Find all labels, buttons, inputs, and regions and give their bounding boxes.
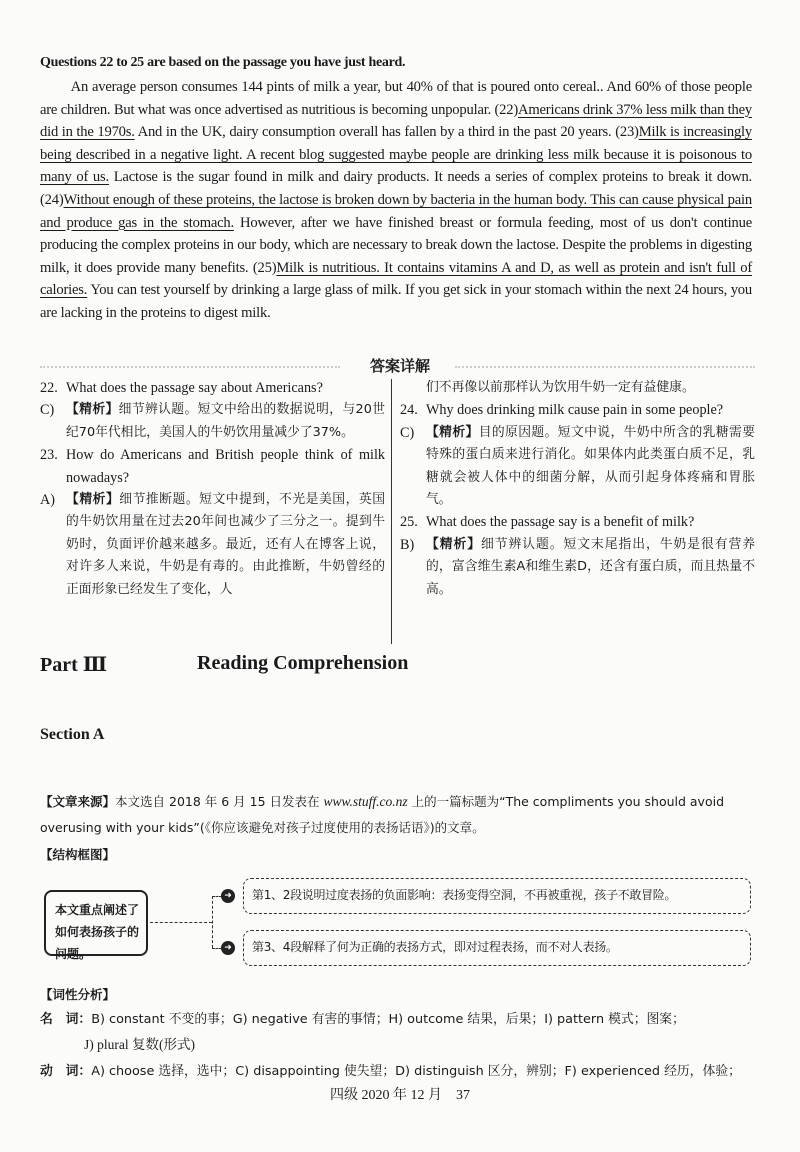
answer-24 xyxy=(400,422,755,512)
question-text: What does the passage say is a benefit of milk? xyxy=(426,514,695,531)
analysis-tag: 【精析】 xyxy=(66,402,119,418)
passage-text: Lactose is the sugar found in milk and dairy products. It needs a series of complex proteins to break it down. (24) xyxy=(40,169,752,208)
noun-list: B) constant 不变的事；G) negative 有害的事情；H) outcome 结果，后果；I) pattern 模式；图案； xyxy=(91,1012,685,1027)
analysis-tag: 【精析】 xyxy=(426,536,481,552)
source-url: www.stuff.co.nz xyxy=(323,794,408,809)
question-number: 24. xyxy=(400,402,418,419)
passage-text: And in the UK, dairy consumption overall has fallen by a third in the past 20 years. (23) xyxy=(134,124,639,141)
answer-letter: C) xyxy=(400,424,415,441)
vocab-nouns xyxy=(40,1006,755,1033)
underlined-answer-23: Milk is increasingly being described in a negative light. A recent blog suggested maybe people are drinking less milk because it is poisonous to many of us. xyxy=(40,124,752,186)
answers-left-column xyxy=(40,377,385,601)
connector-line xyxy=(150,922,212,923)
question-text: Why does drinking milk cause pain in some people? xyxy=(426,402,724,419)
question-24 xyxy=(400,399,755,421)
answer-23 xyxy=(40,489,385,601)
question-text: How do Americans and British people think of milk nowadays? xyxy=(66,447,385,486)
noun-label: 名 词： xyxy=(40,1012,92,1027)
listening-passage xyxy=(40,76,752,325)
answer-letter: C) xyxy=(40,402,55,419)
analysis-tag: 【精析】 xyxy=(426,424,479,440)
vocab-verbs xyxy=(40,1058,755,1085)
listening-heading: Questions 22 to 25 are based on the passage you have just heard. xyxy=(40,55,406,70)
passage-text: An average person consumes 144 pints of milk a year, but 40% of that is poured onto cereal.. And 60% of those people are children. But what was once advertised as nutritious is becoming unpopular. (22) xyxy=(40,79,752,118)
answers-title: 答案详解 xyxy=(369,357,430,375)
underlined-answer-22: Americans drink 37% less milk than they did in the 1970s. xyxy=(40,101,752,141)
analysis-text: 细节辨认题。短文中给出的数据说明，与20世纪70年代相比，美国人的牛奶饮用量减少了37%。 xyxy=(66,402,385,440)
question-23 xyxy=(40,444,385,489)
passage-text: However, after we have finished breast or formula feeding, most of us don't continue producing the complex proteins in our body, which are necessary to break down the lactose. Despite the problems in digesting milk, it does provide many benefits. (25) xyxy=(40,214,752,276)
column-divider xyxy=(391,379,392,644)
question-number: 25. xyxy=(400,514,418,531)
question-25 xyxy=(400,511,755,533)
structure-branch-1: 第1、2段说明过度表扬的负面影响：表扬变得空洞，不再被重视，孩子不敢冒险。 xyxy=(243,878,751,914)
question-number: 23. xyxy=(40,447,58,464)
vocab-label: 【词性分析】 xyxy=(40,987,116,1002)
analysis-continuation: 们不再像以前那样认为饮用牛奶一定有益健康。 xyxy=(426,380,695,395)
structure-label: 【结构框图】 xyxy=(40,847,116,862)
analysis-text: 细节辨认题。短文末尾指出，牛奶是很有营养的，富含维生素A和维生素D，还含有蛋白质，而且热量不高。 xyxy=(426,536,756,597)
answer-letter: A) xyxy=(40,492,55,509)
answer-25 xyxy=(400,534,755,601)
arrow-right-icon: ➜ xyxy=(221,941,235,955)
article-source xyxy=(40,789,752,841)
answer-letter: B) xyxy=(400,536,415,553)
part-number: Part Ⅲ xyxy=(40,654,108,676)
structure-branch-2: 第3、4段解释了何为正确的表扬方式，即对过程表扬，而不对人表扬。 xyxy=(243,930,751,966)
answers-right-column xyxy=(400,377,755,601)
source-label: 【文章来源】 xyxy=(40,794,116,809)
analysis-text: 细节推断题。短文中提到，不光是美国，英国的牛奶饮用量在过去20年间也减少了三分之一。提到牛奶时，负面评价越来越多。最近，还有人在博客上说，对许多人来说，牛奶是有毒的。由此推断，牛奶曾经的正面形象已经发生了变化，人 xyxy=(66,492,386,597)
section-title: Section A xyxy=(40,726,105,743)
passage-text: You can test yourself by drinking a large glass of milk. If you get sick in your stomach within the next 24 hours, you are lacking in the proteins to digest milk. xyxy=(40,282,752,321)
verb-list: A) choose 选择，选中；C) disappointing 使失望；D) distinguish 区分，辨别；F) experienced 经历，体验； xyxy=(91,1064,741,1079)
analysis-tag: 【精析】 xyxy=(66,492,120,508)
source-text: 上的一篇标题为“The compliments you should avoid overusing with your kids”(《你应该避免对孩子过度使用的表扬话语》)的文章。 xyxy=(40,794,725,835)
part-title: Reading Comprehension xyxy=(197,652,409,674)
structure-main-box: 本文重点阐述了如何表扬孩子的问题。 xyxy=(44,890,148,956)
arrow-right-icon: ➜ xyxy=(221,889,235,903)
analysis-text: 目的原因题。短文中说，牛奶中所含的乳糖需要特殊的蛋白质来进行消化。如果体内此类蛋白质不足，乳糖就会被人体中的细菌分解，从而引起身体疼痛和胃胀气。 xyxy=(426,424,756,508)
page-footer: 四级 2020 年 12 月 37 xyxy=(330,1088,470,1103)
question-number: 22. xyxy=(40,380,58,396)
underlined-answer-24: Without enough of these proteins, the lactose is broken down by bacteria in the human body. This can cause physical pain and produce gas in the stomach. xyxy=(40,191,752,231)
vocab-nouns-cont: J) plural 复数(形式) xyxy=(84,1037,195,1052)
verb-label: 动 词： xyxy=(40,1064,92,1079)
question-text: What does the passage say about Americans? xyxy=(66,380,323,396)
underlined-answer-25: Milk is nutritious. It contains vitamins A and D, as well as protein and isn't full of calories. xyxy=(40,259,752,299)
source-text: 本文选自 2018 年 6 月 15 日发表在 xyxy=(115,794,324,809)
connector-line xyxy=(212,896,213,948)
answer-22 xyxy=(40,399,385,444)
question-22 xyxy=(40,377,385,399)
